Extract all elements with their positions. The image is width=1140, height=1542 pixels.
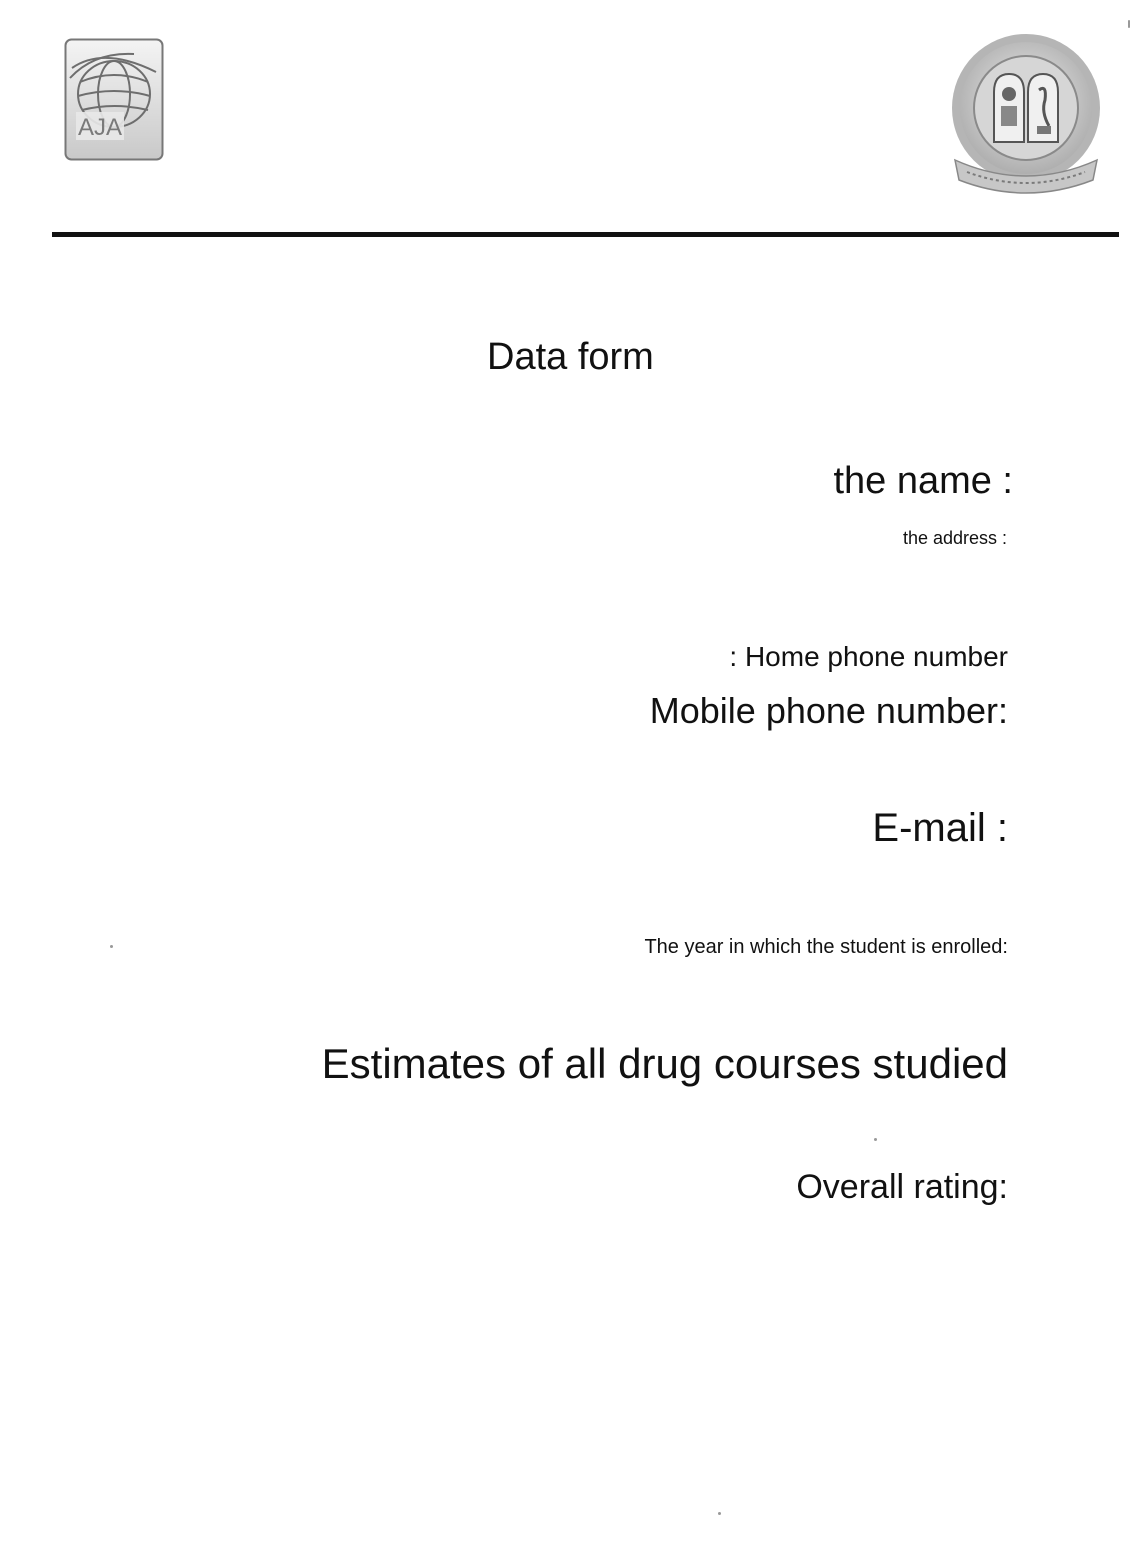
estimates-label: Estimates of all drug courses studied [321, 1040, 1008, 1087]
email-label: E-mail : [872, 806, 1008, 850]
home-phone-label: : Home phone number [729, 641, 1008, 672]
scan-speck [718, 1512, 721, 1515]
name-label: the name : [833, 460, 1013, 502]
university-seal-icon [945, 30, 1107, 195]
scan-speck [874, 1138, 877, 1141]
address-label: the address : [902, 528, 1007, 548]
scan-speck [110, 945, 113, 948]
header-divider [52, 232, 1119, 237]
mobile-phone-label: Mobile phone number: [649, 690, 1008, 731]
year-enrolled-label: The year in which the student is enrolled: [644, 936, 1008, 958]
overall-rating-label: Overall rating: [796, 1168, 1008, 1206]
globe-logo-icon [64, 38, 164, 161]
aja-logo-text: AJA [78, 114, 123, 141]
scan-speck [1128, 20, 1130, 28]
university-seal [945, 30, 1107, 195]
form-title: Data form [487, 336, 654, 378]
aja-logo [64, 38, 164, 161]
